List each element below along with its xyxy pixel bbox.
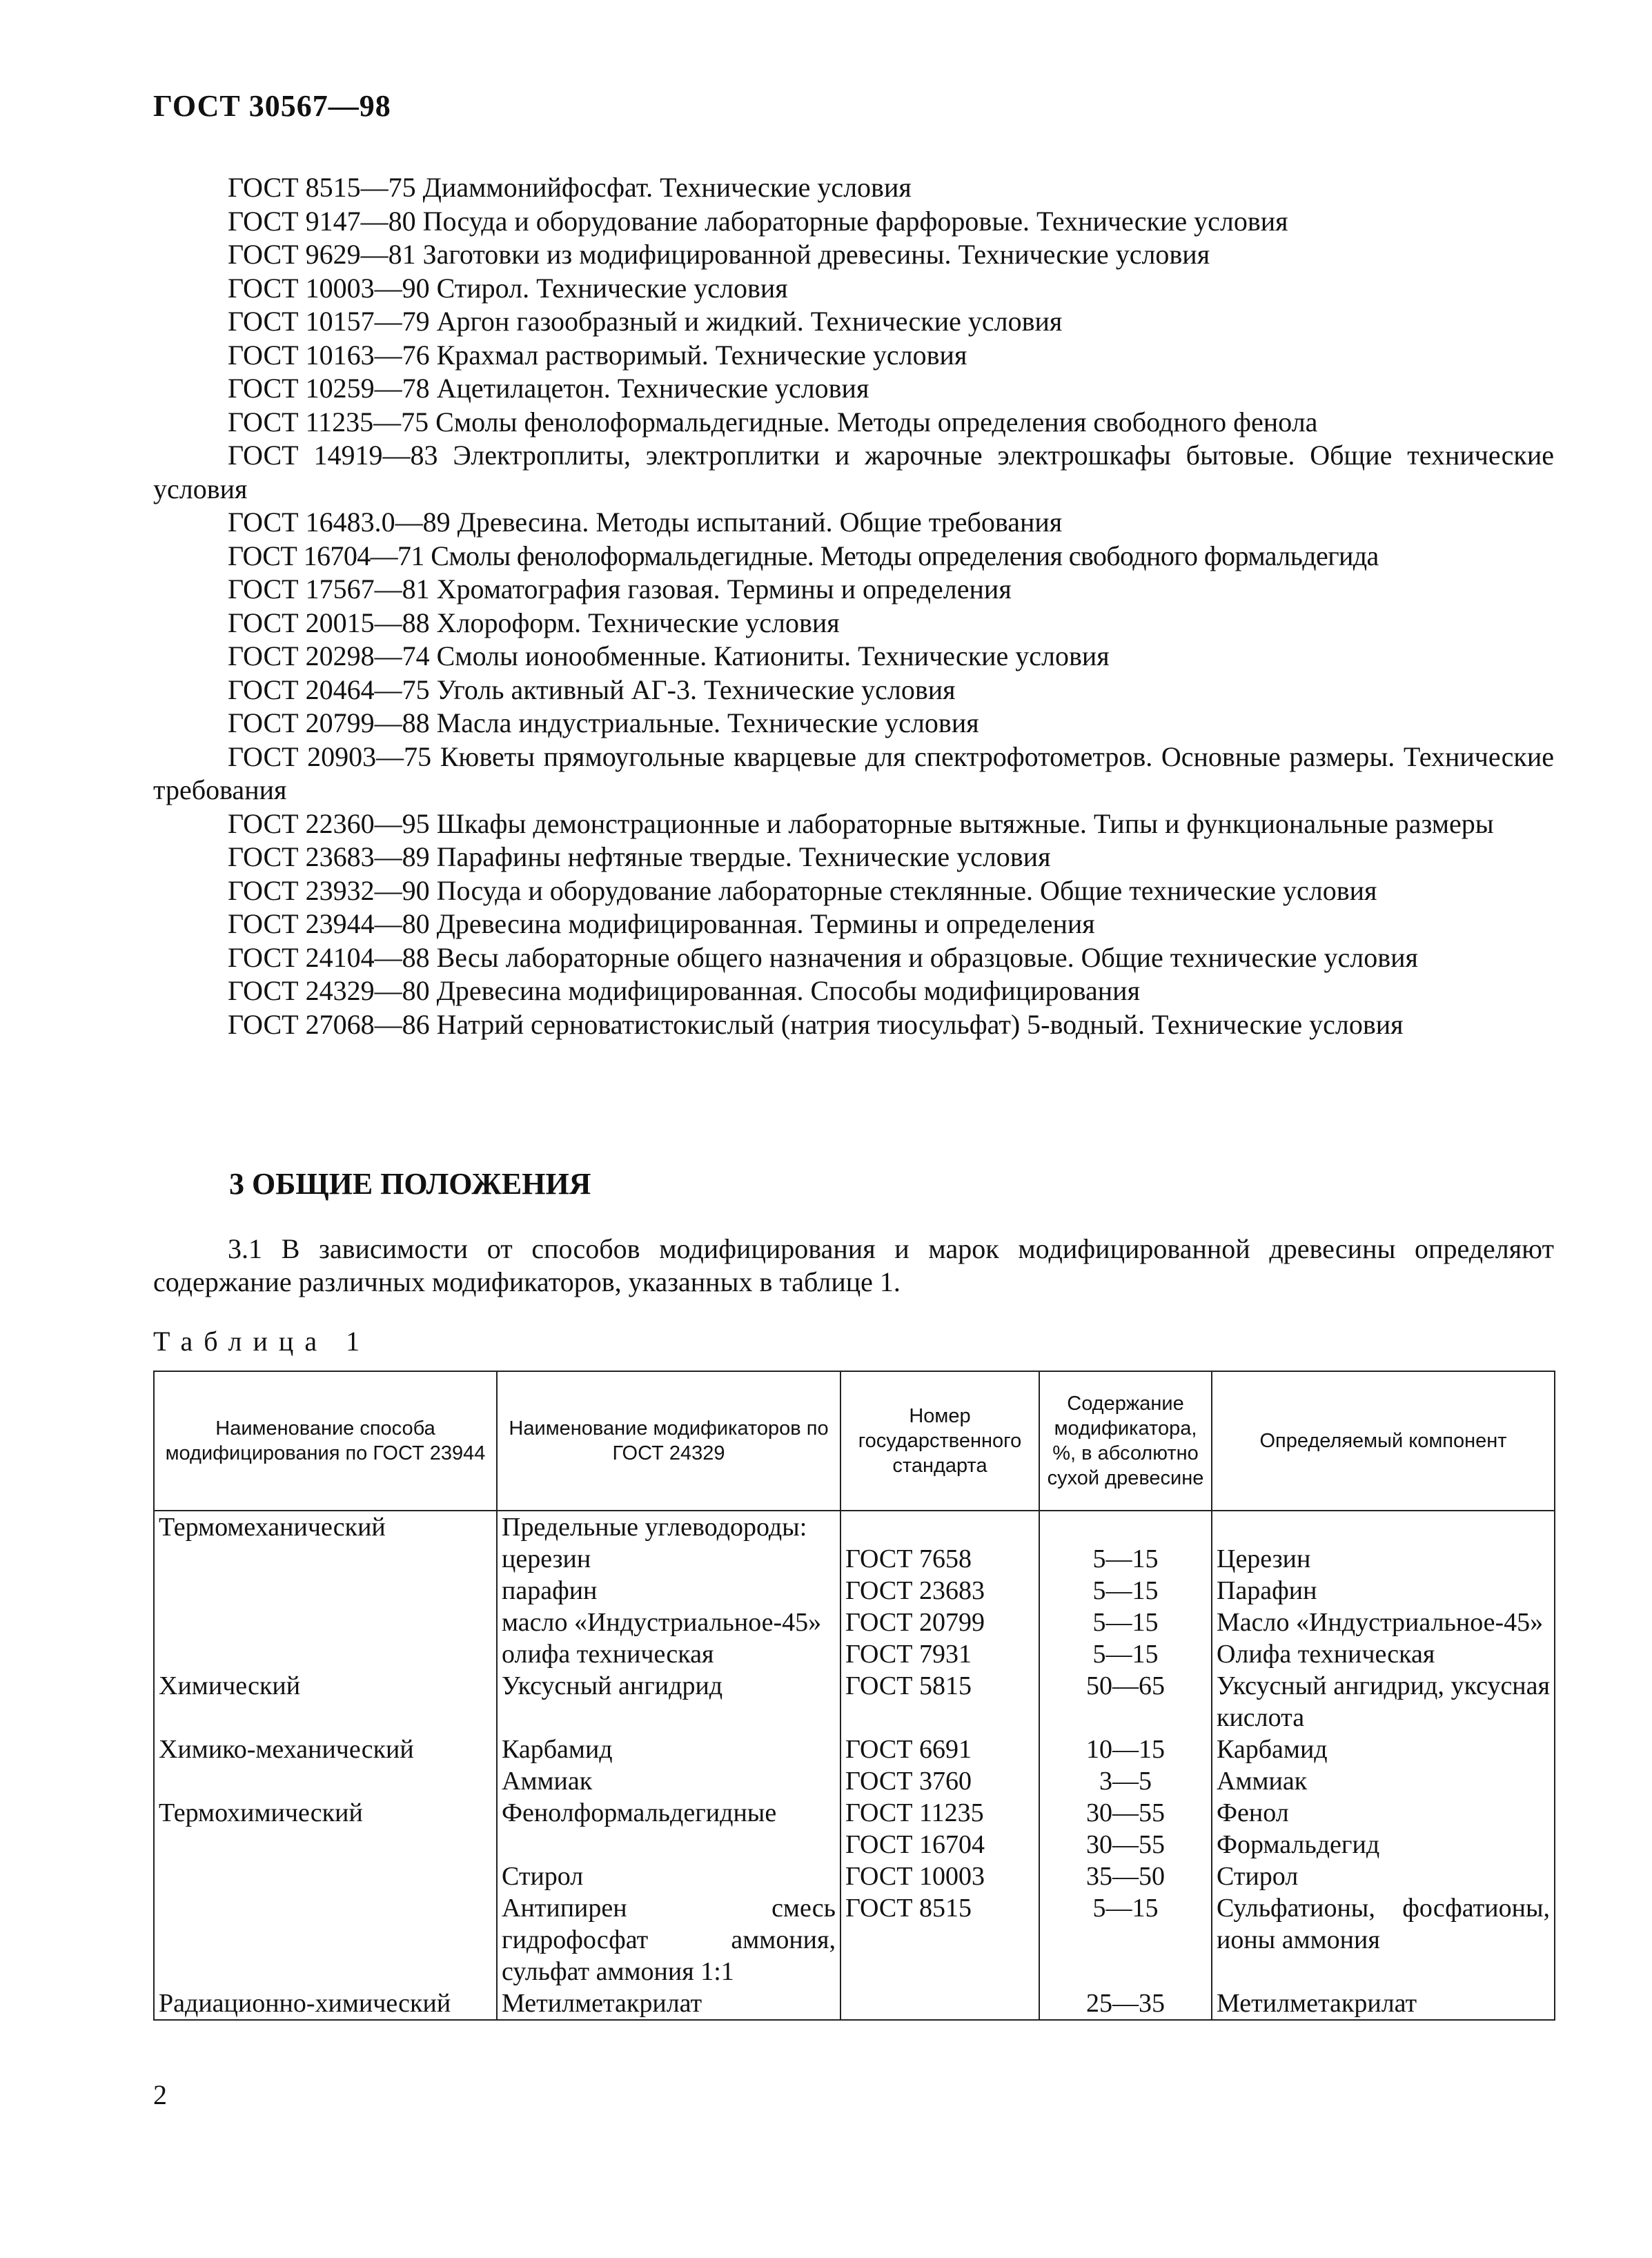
reference-text: Крахмал растворимый. Технические условия xyxy=(436,339,967,371)
reference-text: Аргон газообразный и жидкий. Технические условия xyxy=(436,306,1063,337)
reference-item xyxy=(153,439,1554,506)
table-row xyxy=(154,1765,1555,1797)
paragraph-3-1: 3.1 В зависимости от способов модифицирования и марок модифицированной древесины определяют содержание различных модификаторов, указанных в таблице 1. xyxy=(153,1233,1554,1297)
table-row xyxy=(154,1575,1555,1607)
reference-text: Весы лабораторные общего назначения и образцовые. Общие технические условия xyxy=(436,941,1418,973)
cell-component: Олифа техническая xyxy=(1212,1638,1555,1670)
reference-item xyxy=(153,674,1554,707)
cell-standard: ГОСТ 8515 xyxy=(840,1892,1039,1987)
table-row xyxy=(154,1861,1555,1892)
reference-text: Масла индустриальные. Технические условия xyxy=(436,707,979,738)
reference-code: ГОСТ 9629—81 xyxy=(228,239,416,270)
cell-content: 5—15 xyxy=(1039,1543,1212,1575)
reference-code: ГОСТ 16483.0—89 xyxy=(228,507,451,538)
cell-content: 3—5 xyxy=(1039,1765,1212,1797)
reference-code: ГОСТ 8515—75 xyxy=(228,172,416,203)
cell-standard: ГОСТ 16704 xyxy=(840,1829,1039,1861)
cell-modifier: Предельные углеводороды: xyxy=(497,1511,840,1543)
reference-code: ГОСТ 20903—75 xyxy=(228,740,432,772)
reference-text: Стирол. Технические условия xyxy=(436,272,788,304)
reference-code: ГОСТ 9147—80 xyxy=(228,205,416,237)
cell-component: Стирол xyxy=(1212,1861,1555,1892)
reference-item xyxy=(153,406,1554,440)
cell-content: 5—15 xyxy=(1039,1892,1212,1987)
header-method: Наименование способа модифицирования по ГОСТ 23944 xyxy=(154,1371,497,1511)
cell-modifier: Стирол xyxy=(497,1861,840,1892)
table-row xyxy=(154,1734,1555,1765)
cell-standard: ГОСТ 7658 xyxy=(840,1543,1039,1575)
reference-code: ГОСТ 27068—86 xyxy=(228,1008,430,1040)
reference-code: ГОСТ 20015—88 xyxy=(228,607,430,638)
cell-modifier: Фенолформальдегидные xyxy=(497,1797,840,1829)
reference-text: Шкафы демонстрационные и лабораторные вытяжные. Типы и функциональные размеры xyxy=(436,807,1494,839)
reference-code: ГОСТ 20799—88 xyxy=(228,707,430,738)
cell-content xyxy=(1039,1511,1212,1543)
cell-component xyxy=(1212,1511,1555,1543)
cell-modifier: Метилметакрилат xyxy=(497,1987,840,2020)
cell-modifier: Уксусный ангидрид xyxy=(497,1670,840,1734)
reference-item xyxy=(153,506,1554,540)
cell-component: Масло «Индустриальное-45» xyxy=(1212,1607,1555,1638)
reference-item xyxy=(153,707,1554,740)
reference-code: ГОСТ 10003—90 xyxy=(228,272,430,304)
reference-item xyxy=(153,640,1554,674)
cell-modifier: масло «Индустриальное-45» xyxy=(497,1607,840,1638)
reference-text: Смолы фенолоформальдегидные. Методы определения свободного фенола xyxy=(435,406,1318,438)
cell-component: Церезин xyxy=(1212,1543,1555,1575)
reference-text: Уголь активный АГ-3. Технические условия xyxy=(436,674,956,705)
cell-method: Химический xyxy=(154,1670,497,1734)
reference-code: ГОСТ 22360—95 xyxy=(228,807,430,839)
reference-item xyxy=(153,974,1554,1008)
cell-method xyxy=(154,1575,497,1607)
reference-code: ГОСТ 23944—80 xyxy=(228,908,430,939)
reference-item xyxy=(153,205,1554,239)
reference-text: Смолы ионообменные. Катиониты. Технические условия xyxy=(436,640,1110,671)
cell-standard: ГОСТ 11235 xyxy=(840,1797,1039,1829)
cell-modifier: церезин xyxy=(497,1543,840,1575)
reference-item xyxy=(153,874,1554,908)
cell-content: 5—15 xyxy=(1039,1638,1212,1670)
reference-text: Парафины нефтяные твердые. Технические условия xyxy=(436,841,1051,872)
cell-modifier: парафин xyxy=(497,1575,840,1607)
header-modifier: Наименование модификаторов по ГОСТ 24329 xyxy=(497,1371,840,1511)
cell-component: Формальдегид xyxy=(1212,1829,1555,1861)
cell-method xyxy=(154,1543,497,1575)
table-row xyxy=(154,1638,1555,1670)
cell-content: 5—15 xyxy=(1039,1575,1212,1607)
reference-code: ГОСТ 10259—78 xyxy=(228,373,430,404)
reference-text: Посуда и оборудование лабораторные стеклянные. Общие технические условия xyxy=(436,874,1377,906)
reference-text: Кюветы прямоугольные кварцевые для спектрофотометров. Основные размеры. Технические требования xyxy=(153,740,1555,805)
cell-modifier: Аммиак xyxy=(497,1765,840,1797)
page-number: 2 xyxy=(153,2079,167,2110)
reference-item xyxy=(153,607,1554,640)
table-row xyxy=(154,1892,1555,1987)
cell-standard: ГОСТ 3760 xyxy=(840,1765,1039,1797)
cell-standard xyxy=(840,1987,1039,2020)
reference-text: Хлороформ. Технические условия xyxy=(436,607,840,638)
reference-text: Диаммонийфосфат. Технические условия xyxy=(422,172,912,203)
cell-standard xyxy=(840,1511,1039,1543)
section-title: 3 ОБЩИЕ ПОЛОЖЕНИЯ xyxy=(229,1167,591,1201)
reference-code: ГОСТ 14919—83 xyxy=(228,440,438,471)
cell-component: Парафин xyxy=(1212,1575,1555,1607)
reference-code: ГОСТ 17567—81 xyxy=(228,573,430,605)
reference-text: Посуда и оборудование лабораторные фарфоровые. Технические условия xyxy=(422,205,1288,237)
reference-item xyxy=(153,238,1554,272)
cell-modifier: Антипирен смесь гидрофосфат аммония, сульфат аммония 1:1 xyxy=(497,1892,840,1987)
cell-content: 30—55 xyxy=(1039,1829,1212,1861)
header-standard: Номер государственного стандарта xyxy=(840,1371,1039,1511)
reference-item xyxy=(153,907,1554,941)
cell-method xyxy=(154,1829,497,1861)
reference-text: Электроплиты, электроплитки и жарочные электрошкафы бытовые. Общие технические условия xyxy=(153,440,1555,504)
header-content: Содержание модификатора, %, в абсолютно сухой древесине xyxy=(1039,1371,1212,1511)
cell-component: Метилметакрилат xyxy=(1212,1987,1555,2020)
cell-content: 10—15 xyxy=(1039,1734,1212,1765)
reference-item xyxy=(153,740,1554,807)
cell-component: Сульфатионы, фосфатионы, ионы аммония xyxy=(1212,1892,1555,1987)
reference-item xyxy=(153,1008,1554,1042)
cell-modifier: олифа техническая xyxy=(497,1638,840,1670)
table-header-row xyxy=(154,1371,1555,1511)
cell-method: Термохимический xyxy=(154,1797,497,1829)
document-header: ГОСТ 30567—98 xyxy=(153,89,391,123)
cell-modifier: Карбамид xyxy=(497,1734,840,1765)
table-caption: Таблица 1 xyxy=(153,1326,371,1357)
cell-standard: ГОСТ 7931 xyxy=(840,1638,1039,1670)
reference-code: ГОСТ 11235—75 xyxy=(228,406,429,438)
reference-item xyxy=(153,573,1554,607)
table-row xyxy=(154,1670,1555,1734)
reference-item xyxy=(153,841,1554,874)
cell-component: Карбамид xyxy=(1212,1734,1555,1765)
reference-item xyxy=(153,171,1554,205)
reference-code: ГОСТ 10157—79 xyxy=(228,306,430,337)
reference-text: Заготовки из модифицированной древесины. Технические условия xyxy=(422,239,1210,270)
table-row xyxy=(154,1511,1555,1543)
reference-item xyxy=(153,807,1554,841)
cell-component: Уксусный ангидрид, уксусная кислота xyxy=(1212,1670,1555,1734)
cell-content: 30—55 xyxy=(1039,1797,1212,1829)
reference-item xyxy=(153,372,1554,406)
cell-component: Аммиак xyxy=(1212,1765,1555,1797)
reference-code: ГОСТ 20298—74 xyxy=(228,640,430,671)
reference-code: ГОСТ 16704—71 xyxy=(228,540,424,571)
reference-text: Древесина. Методы испытаний. Общие требования xyxy=(457,507,1063,538)
reference-item xyxy=(153,339,1554,373)
reference-item xyxy=(153,941,1554,975)
cell-modifier xyxy=(497,1829,840,1861)
reference-code: ГОСТ 10163—76 xyxy=(228,339,430,371)
reference-text: Ацетилацетон. Технические условия xyxy=(436,373,869,404)
reference-item xyxy=(153,305,1554,339)
cell-method: Термомеханический xyxy=(154,1511,497,1543)
table-row xyxy=(154,1829,1555,1861)
table-row xyxy=(154,1797,1555,1829)
cell-component: Фенол xyxy=(1212,1797,1555,1829)
cell-content: 50—65 xyxy=(1039,1670,1212,1734)
cell-content: 25—35 xyxy=(1039,1987,1212,2020)
cell-standard: ГОСТ 20799 xyxy=(840,1607,1039,1638)
table-row xyxy=(154,1543,1555,1575)
reference-text: Смолы фенолоформальдегидные. Методы определения свободного формальдегида xyxy=(431,540,1379,571)
cell-method: Химико-механический xyxy=(154,1734,497,1765)
cell-content: 35—50 xyxy=(1039,1861,1212,1892)
reference-list xyxy=(153,171,1554,1041)
modifiers-table xyxy=(153,1371,1555,2021)
reference-code: ГОСТ 23932—90 xyxy=(228,874,430,906)
reference-text: Хроматография газовая. Термины и определения xyxy=(436,573,1012,605)
cell-standard: ГОСТ 23683 xyxy=(840,1575,1039,1607)
reference-item xyxy=(153,272,1554,306)
cell-content: 5—15 xyxy=(1039,1607,1212,1638)
reference-text: Древесина модифицированная. Термины и определения xyxy=(436,908,1095,939)
cell-method xyxy=(154,1765,497,1797)
table-row xyxy=(154,1987,1555,2020)
cell-standard: ГОСТ 6691 xyxy=(840,1734,1039,1765)
reference-text: Натрий серноватистокислый (натрия тиосульфат) 5-водный. Технические условия xyxy=(436,1008,1404,1040)
cell-method: Радиационно-химический xyxy=(154,1987,497,2020)
reference-code: ГОСТ 24104—88 xyxy=(228,941,430,973)
cell-method xyxy=(154,1638,497,1670)
cell-method xyxy=(154,1607,497,1638)
reference-text: Древесина модифицированная. Способы модифицирования xyxy=(436,975,1140,1006)
cell-method xyxy=(154,1892,497,1987)
table-row xyxy=(154,1607,1555,1638)
cell-standard: ГОСТ 5815 xyxy=(840,1670,1039,1734)
cell-method xyxy=(154,1861,497,1892)
reference-code: ГОСТ 24329—80 xyxy=(228,975,430,1006)
reference-code: ГОСТ 23683—89 xyxy=(228,841,430,872)
cell-standard: ГОСТ 10003 xyxy=(840,1861,1039,1892)
header-component: Определяемый компонент xyxy=(1212,1371,1555,1511)
reference-item xyxy=(153,540,1554,573)
reference-code: ГОСТ 20464—75 xyxy=(228,674,430,705)
